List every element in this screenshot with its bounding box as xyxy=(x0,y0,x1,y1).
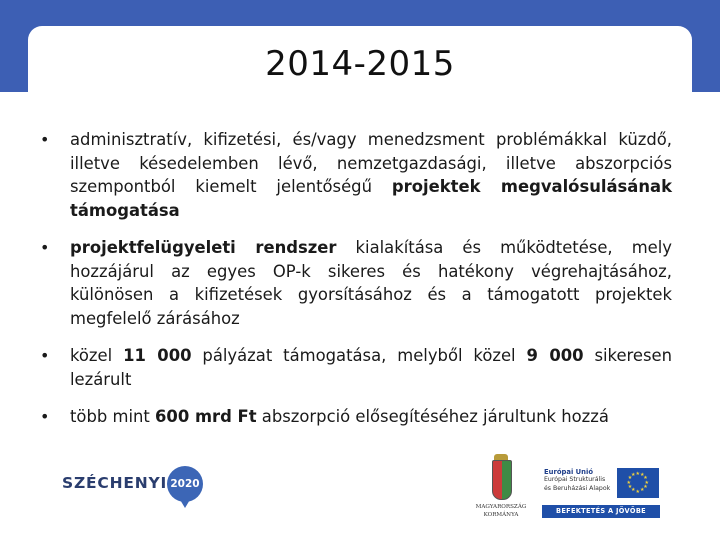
eu-star-icon: ★ xyxy=(635,470,640,477)
bullet-text-segment: 600 mrd Ft xyxy=(155,407,257,426)
eu-star-icon: ★ xyxy=(643,484,648,490)
eu-line-2: és Beruházási Alapok xyxy=(544,484,611,492)
bullet-text-segment: sikeresen lezárult xyxy=(70,346,673,389)
eu-star-icon: ★ xyxy=(626,479,631,486)
bullet-item xyxy=(40,344,672,391)
bullet-text-segment: projektfelügyeleti rendszer xyxy=(70,238,337,257)
bullet-list xyxy=(40,128,672,443)
page-title: 2014-2015 xyxy=(265,44,455,84)
szechenyi-logo-text: SZÉCHENYI xyxy=(62,474,168,492)
bullet-item xyxy=(40,405,672,429)
eu-star-icon: ★ xyxy=(631,471,636,478)
gov-line-2: KORMÁNYA xyxy=(483,512,519,518)
eu-star-icon: ★ xyxy=(627,475,633,481)
bullet-dot-icon: • xyxy=(40,407,50,426)
bullet-dot-icon: • xyxy=(40,346,50,365)
eu-star-icon: ★ xyxy=(640,487,645,494)
bullet-text-segment: abszorpció elősegítéséhez járultunk hozzá xyxy=(256,407,609,426)
bullet-dot-icon: • xyxy=(40,238,50,257)
eu-star-icon: ★ xyxy=(635,488,640,495)
bullet-text-segment: pályázat támogatása, melyből közel xyxy=(191,346,527,365)
eu-line-1: Európai Strukturális xyxy=(544,476,606,484)
eu-star-icon: ★ xyxy=(644,479,649,486)
eu-slogan-bar: BEFEKTETÉS A JÖVŐBE xyxy=(542,505,660,518)
coat-of-arms-icon xyxy=(492,460,512,500)
bullet-item xyxy=(40,236,672,330)
bullet-text-segment: 11 000 xyxy=(123,346,192,365)
bullet-item xyxy=(40,128,672,222)
footer-logos xyxy=(0,450,720,540)
eu-flag-icon xyxy=(617,468,659,498)
szechenyi-2020-badge: 2020 xyxy=(167,466,203,502)
eu-star-icon: ★ xyxy=(627,484,633,490)
eu-star-icon: ★ xyxy=(643,475,648,481)
eu-star-icon: ★ xyxy=(631,487,636,494)
bullet-text-segment: 9 000 xyxy=(526,346,584,365)
eu-logo-text xyxy=(544,468,616,493)
bullet-text-segment: projektek megvalósulásának támogatása xyxy=(70,177,672,220)
eu-star-icon: ★ xyxy=(640,471,645,478)
bullet-text-segment: több mint xyxy=(70,407,156,426)
government-logo-text xyxy=(470,503,532,519)
eu-title: Európai Unió xyxy=(544,468,594,476)
bullet-text-segment: közel xyxy=(70,346,124,365)
bullet-text-segment: adminisztratív, kifizetési, és/vagy menedzsment problémákkal küzdő, illetve késedelemben lévő, nemzetgazdasági, illetve abszorpciós szempontból kiemelt jelentőségű xyxy=(70,130,672,196)
location-pin-icon xyxy=(179,498,191,508)
bullet-text-segment: kialakítása és működtetése, mely hozzájárul az egyes OP-k sikeres és hatékony végrehajtásához, különösen a kifizetések gyorsításához és a támogatott projektek megfelelő zárásához xyxy=(70,238,672,328)
bullet-dot-icon: • xyxy=(40,130,50,149)
gov-line-1: MAGYARORSZÁG xyxy=(475,504,527,510)
